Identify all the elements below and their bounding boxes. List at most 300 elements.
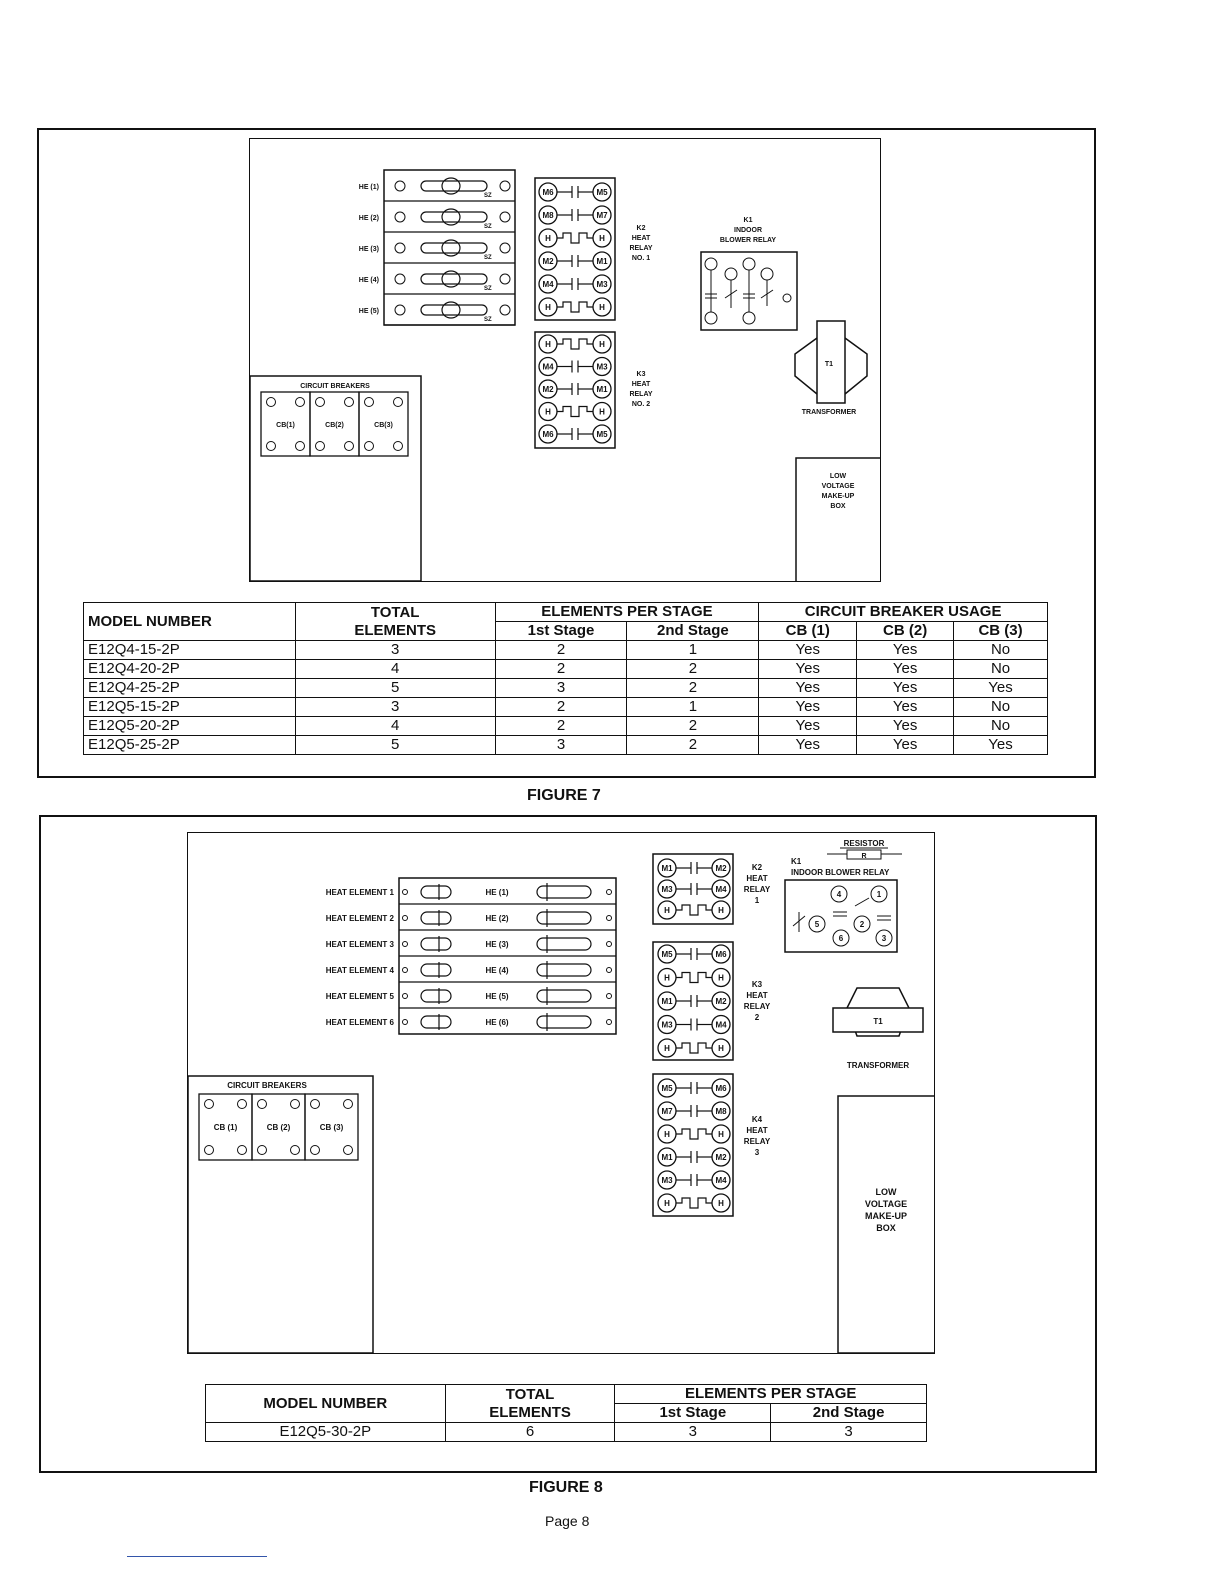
terminal-circle xyxy=(395,212,405,222)
table-cell: Yes xyxy=(954,736,1048,755)
lv-line1: LOW xyxy=(875,1187,897,1197)
table-cell: 1 xyxy=(627,641,759,660)
header-1st-stage: 1st Stage xyxy=(615,1404,771,1423)
table-cell: 4 xyxy=(295,660,495,679)
table-cell: 6 xyxy=(445,1423,615,1442)
element-body xyxy=(537,1016,591,1028)
element-tag: SZ xyxy=(484,255,492,261)
relay-row xyxy=(658,1016,730,1034)
circuit-breaker-panel xyxy=(250,376,421,581)
circuit-breaker xyxy=(261,392,310,456)
header-2nd-stage: 2nd Stage xyxy=(627,622,759,641)
header-circuit-breaker-usage: CIRCUIT BREAKER USAGE xyxy=(759,603,1048,622)
page-number: Page 8 xyxy=(545,1513,590,1529)
breaker-terminal xyxy=(394,442,403,451)
table-cell: 5 xyxy=(295,679,495,698)
lv-line3: MAKE-UP xyxy=(821,493,855,500)
element-body xyxy=(537,886,591,898)
relay-row xyxy=(539,335,611,353)
circuit-breaker xyxy=(199,1094,252,1160)
terminal-label: M3 xyxy=(661,884,673,894)
terminal-dot xyxy=(607,994,612,999)
table-cell: 2 xyxy=(495,641,627,660)
k4-id: K4 xyxy=(751,1115,763,1124)
circuit-breaker xyxy=(310,392,359,456)
element-body xyxy=(421,243,487,253)
header-2nd-stage: 2nd Stage xyxy=(771,1404,927,1423)
breaker-label: CB (3) xyxy=(319,1123,344,1132)
element-body xyxy=(537,938,591,950)
breaker-label: CB(3) xyxy=(374,422,393,429)
k1-id: K1 xyxy=(743,217,753,224)
heat-element-label: HEAT ELEMENT 1 xyxy=(325,888,394,897)
terminal-label: M3 xyxy=(661,1175,673,1185)
breaker-terminal xyxy=(291,1146,300,1155)
heat-element-label: HEAT ELEMENT 5 xyxy=(325,992,394,1001)
relay-k2 xyxy=(653,854,771,924)
resistor-r xyxy=(827,839,902,860)
breaker-terminal xyxy=(238,1146,247,1155)
terminal-label: M3 xyxy=(661,1020,673,1030)
element-limit-switch xyxy=(421,938,451,950)
model-number-cell: E12Q5-25-2P xyxy=(84,736,296,755)
transformer-label: TRANSFORMER xyxy=(846,1061,910,1070)
terminal-label: M4 xyxy=(542,279,554,289)
breaker-terminal xyxy=(316,442,325,451)
element-limit-switch xyxy=(421,964,451,976)
heater-coil-symbol xyxy=(676,973,712,983)
heat-element-row xyxy=(359,271,515,294)
heater-coil-symbol xyxy=(676,1129,712,1139)
header-model-number: MODEL NUMBER xyxy=(206,1385,446,1423)
lv-line4: BOX xyxy=(876,1223,896,1233)
terminal-circle xyxy=(395,305,405,315)
breaker-terminal xyxy=(258,1146,267,1155)
breaker-terminal xyxy=(344,1146,353,1155)
heat-element-row xyxy=(326,883,616,904)
element-body xyxy=(537,964,591,976)
k1-term-c: 5 xyxy=(814,920,820,929)
heat-element-label: HE (2) xyxy=(358,215,379,222)
k1-id: K1 xyxy=(791,857,802,866)
table-row xyxy=(206,1423,927,1442)
terminal-label: H xyxy=(545,302,551,312)
relay-k1 xyxy=(701,217,797,330)
k1-label: INDOOR BLOWER RELAY xyxy=(791,868,890,877)
table-cell: Yes xyxy=(759,736,857,755)
breaker-terminal xyxy=(316,398,325,407)
heater-coil-symbol xyxy=(557,302,593,312)
heat-element-label: HEAT ELEMENT 2 xyxy=(325,914,394,923)
relay-row xyxy=(658,992,730,1010)
table-cell: Yes xyxy=(759,717,857,736)
terminal-label: H xyxy=(545,233,551,243)
breaker-label: CB(2) xyxy=(325,422,344,429)
relay-row xyxy=(539,298,611,316)
resistor-symbol: R xyxy=(861,853,867,860)
header-1st-stage: 1st Stage xyxy=(495,622,627,641)
terminal-label: M1 xyxy=(661,996,673,1006)
terminal-label: M5 xyxy=(596,187,608,197)
terminal-label: M2 xyxy=(542,384,554,394)
k3-num: 2 xyxy=(754,1013,760,1022)
terminal-label: M6 xyxy=(542,187,554,197)
k3-name: HEAT xyxy=(746,991,768,1000)
terminal-label: M1 xyxy=(596,256,608,266)
heat-element-row xyxy=(326,961,616,982)
relay-row xyxy=(539,183,611,201)
terminal-circle xyxy=(395,274,405,284)
terminal-label: M4 xyxy=(715,1020,727,1030)
terminal-label: M6 xyxy=(715,949,727,959)
k1-term-a: 4 xyxy=(836,890,842,899)
header-total-elements: TOTAL ELEMENTS xyxy=(295,603,495,641)
table-cell: 2 xyxy=(627,736,759,755)
heat-element-block xyxy=(326,878,616,1034)
terminal-label: H xyxy=(545,339,551,349)
k3-id: K3 xyxy=(751,980,763,989)
heat-element-label: HEAT ELEMENT 3 xyxy=(325,940,394,949)
breaker-terminal xyxy=(311,1100,320,1109)
terminal-label: H xyxy=(718,1043,724,1053)
terminal-dot xyxy=(403,916,408,921)
terminal-label: M1 xyxy=(596,384,608,394)
terminal-label: M7 xyxy=(596,210,608,220)
terminal-dot xyxy=(607,890,612,895)
terminal-label: H xyxy=(599,302,605,312)
header-total-elements: TOTAL ELEMENTS xyxy=(445,1385,615,1423)
header-model-number: MODEL NUMBER xyxy=(84,603,296,641)
table-cell: No xyxy=(954,717,1048,736)
heat-element-row xyxy=(359,209,515,232)
terminal-label: M2 xyxy=(715,863,727,873)
figure-7-caption: FIGURE 7 xyxy=(527,787,601,804)
transformer-t1 xyxy=(833,988,923,1070)
relay-row xyxy=(539,425,611,443)
relay-row xyxy=(539,403,611,421)
lv-line4: BOX xyxy=(830,503,846,510)
terminal-circle xyxy=(500,212,510,222)
figure-7-table xyxy=(83,602,1048,755)
k2-name2: RELAY xyxy=(743,885,771,894)
element-tag: SZ xyxy=(484,317,492,323)
relay-row xyxy=(658,901,730,919)
k4-name: HEAT xyxy=(746,1126,768,1135)
transformer-t1 xyxy=(795,321,867,416)
element-body xyxy=(421,305,487,315)
he-label: HE (2) xyxy=(485,914,509,923)
transformer-label: TRANSFORMER xyxy=(801,409,857,416)
terminal-label: M5 xyxy=(661,1083,673,1093)
circuit-breaker xyxy=(252,1094,305,1160)
relay-row xyxy=(658,859,730,877)
relay-row xyxy=(658,1148,730,1166)
table-cell: Yes xyxy=(954,679,1048,698)
circuit-breaker xyxy=(359,392,408,456)
heat-element-label: HEAT ELEMENT 6 xyxy=(325,1018,394,1027)
terminal-label: H xyxy=(718,973,724,983)
table-row xyxy=(84,679,1048,698)
terminal-circle xyxy=(395,181,405,191)
t1-id: T1 xyxy=(873,1017,883,1026)
element-body xyxy=(421,274,487,284)
heat-element-label: HE (5) xyxy=(358,308,379,315)
terminal-circle xyxy=(500,181,510,191)
lv-line3: MAKE-UP xyxy=(865,1211,907,1221)
terminal-dot xyxy=(403,1020,408,1025)
table-cell: Yes xyxy=(857,698,954,717)
heat-element-row xyxy=(326,909,616,930)
element-tag: SZ xyxy=(484,224,492,230)
element-limit-switch xyxy=(421,1016,451,1028)
relay-row xyxy=(658,1171,730,1189)
table-cell: Yes xyxy=(857,717,954,736)
breaker-terminal xyxy=(205,1146,214,1155)
k1-term-d: 2 xyxy=(859,920,865,929)
relay-k4 xyxy=(653,1074,771,1216)
relay-row xyxy=(539,206,611,224)
cb-title: CIRCUIT BREAKERS xyxy=(300,383,370,390)
element-body xyxy=(537,990,591,1002)
he-label: HE (3) xyxy=(485,940,509,949)
low-voltage-box xyxy=(838,1096,935,1353)
model-number-cell: E12Q5-15-2P xyxy=(84,698,296,717)
terminal-dot xyxy=(403,942,408,947)
lv-line2: VOLTAGE xyxy=(864,1199,908,1209)
breaker-terminal xyxy=(345,398,354,407)
terminal-label: H xyxy=(599,407,605,417)
circuit-breaker xyxy=(305,1094,358,1160)
k3-name2: RELAY xyxy=(629,391,653,398)
terminal-dot xyxy=(607,942,612,947)
heat-element-label: HEAT ELEMENT 4 xyxy=(325,966,394,975)
header-elements-per-stage: ELEMENTS PER STAGE xyxy=(495,603,759,622)
table-cell: Yes xyxy=(857,679,954,698)
resistor-title: RESISTOR xyxy=(843,839,885,848)
model-number-cell: E12Q4-20-2P xyxy=(84,660,296,679)
terminal-label: H xyxy=(664,1129,670,1139)
heat-element-row xyxy=(326,935,616,956)
terminal-dot xyxy=(403,994,408,999)
k3-num: NO. 2 xyxy=(631,401,651,408)
relay-k1 xyxy=(785,857,897,952)
terminal-label: M6 xyxy=(715,1083,727,1093)
terminal-label: H xyxy=(718,905,724,915)
heater-coil-symbol xyxy=(676,905,712,915)
figure-8-table xyxy=(205,1384,927,1442)
terminal-label: M4 xyxy=(542,362,554,372)
element-limit-switch xyxy=(442,178,460,194)
heat-element-row xyxy=(326,1013,612,1031)
terminal-label: M6 xyxy=(542,429,554,439)
k1-term-b: 1 xyxy=(876,890,882,899)
heat-element-row xyxy=(326,987,616,1008)
cb-title: CIRCUIT BREAKERS xyxy=(227,1081,307,1090)
table-cell: Yes xyxy=(759,679,857,698)
he-label: HE (4) xyxy=(485,966,509,975)
relay-row xyxy=(539,275,611,293)
terminal-label: M1 xyxy=(661,863,673,873)
k4-num: 3 xyxy=(754,1148,760,1157)
breaker-terminal xyxy=(394,398,403,407)
element-limit-switch xyxy=(421,886,451,898)
terminal-dot xyxy=(403,968,408,973)
he-label: HE (5) xyxy=(485,992,509,1001)
header-cb2: CB (2) xyxy=(857,622,954,641)
terminal-label: M8 xyxy=(542,210,554,220)
lv-line2: VOLTAGE xyxy=(821,483,855,490)
element-limit-switch xyxy=(421,912,451,924)
breaker-terminal xyxy=(345,442,354,451)
k3-name2: RELAY xyxy=(743,1002,771,1011)
terminal-label: H xyxy=(664,1198,670,1208)
heat-element-row xyxy=(359,240,515,263)
header-elements-per-stage: ELEMENTS PER STAGE xyxy=(615,1385,927,1404)
breaker-label: CB (1) xyxy=(213,1123,238,1132)
table-row xyxy=(84,717,1048,736)
breaker-label: CB (2) xyxy=(266,1123,291,1132)
breaker-terminal xyxy=(291,1100,300,1109)
breaker-terminal xyxy=(258,1100,267,1109)
relay-row xyxy=(658,880,730,898)
k2-id: K2 xyxy=(751,863,763,872)
terminal-circle xyxy=(500,305,510,315)
terminal-label: M3 xyxy=(596,279,608,289)
terminal-label: H xyxy=(664,1043,670,1053)
table-cell: 3 xyxy=(495,679,627,698)
lv-line1: LOW xyxy=(829,473,847,480)
relay-row xyxy=(658,1079,730,1097)
heater-coil-symbol xyxy=(557,339,593,349)
heat-element-label: HE (3) xyxy=(358,246,379,253)
relay-row xyxy=(658,945,730,963)
k3-name: HEAT xyxy=(631,381,651,388)
terminal-label: M5 xyxy=(596,429,608,439)
terminal-label: M8 xyxy=(715,1106,727,1116)
relay-row xyxy=(658,1039,730,1057)
table-cell: Yes xyxy=(857,660,954,679)
relay-row xyxy=(539,229,611,247)
breaker-terminal xyxy=(267,442,276,451)
element-tag: SZ xyxy=(484,286,492,292)
terminal-circle xyxy=(500,243,510,253)
k1-term-f: 3 xyxy=(881,934,887,943)
terminal-dot xyxy=(607,1020,612,1025)
terminal-label: H xyxy=(545,407,551,417)
model-number-cell: E12Q5-30-2P xyxy=(206,1423,446,1442)
terminal-label: M4 xyxy=(715,884,727,894)
breaker-terminal xyxy=(267,398,276,407)
table-cell: Yes xyxy=(857,641,954,660)
relay-k2 xyxy=(535,178,653,320)
table-cell: No xyxy=(954,660,1048,679)
terminal-circle xyxy=(500,274,510,284)
table-cell: 1 xyxy=(627,698,759,717)
table-row xyxy=(84,736,1048,755)
heat-element-label: HE (4) xyxy=(358,277,379,284)
breaker-terminal xyxy=(238,1100,247,1109)
relay-k3 xyxy=(535,332,653,448)
heater-coil-symbol xyxy=(557,407,593,417)
relay-row xyxy=(658,1194,730,1212)
model-number-cell: E12Q5-20-2P xyxy=(84,717,296,736)
low-voltage-box xyxy=(796,458,881,582)
relay-row xyxy=(539,252,611,270)
table-cell: 5 xyxy=(295,736,495,755)
terminal-label: H xyxy=(599,339,605,349)
k4-name2: RELAY xyxy=(743,1137,771,1146)
heater-coil-symbol xyxy=(557,233,593,243)
footer-rule xyxy=(127,1556,267,1557)
k1-term-e: 6 xyxy=(838,934,844,943)
k3-id: K3 xyxy=(636,371,646,378)
table-cell: 2 xyxy=(495,717,627,736)
heat-element-label: HE (1) xyxy=(358,184,379,191)
table-cell: Yes xyxy=(759,660,857,679)
terminal-dot xyxy=(607,968,612,973)
breaker-terminal xyxy=(365,398,374,407)
k1-line1: INDOOR xyxy=(734,227,762,234)
heat-element-row xyxy=(359,178,515,201)
table-cell: Yes xyxy=(759,698,857,717)
table-cell: 3 xyxy=(771,1423,927,1442)
relay-row xyxy=(539,380,611,398)
breaker-terminal xyxy=(296,398,305,407)
header-cb3: CB (3) xyxy=(954,622,1048,641)
k2-name: HEAT xyxy=(631,235,651,242)
header-cb1: CB (1) xyxy=(759,622,857,641)
table-cell: 3 xyxy=(295,641,495,660)
he-label: HE (1) xyxy=(485,888,509,897)
breaker-label: CB(1) xyxy=(276,422,295,429)
table-cell: Yes xyxy=(759,641,857,660)
table-cell: Yes xyxy=(857,736,954,755)
element-body xyxy=(537,912,591,924)
terminal-dot xyxy=(403,890,408,895)
terminal-label: M7 xyxy=(661,1106,673,1116)
he-label: HE (6) xyxy=(485,1018,509,1027)
table-cell: 2 xyxy=(495,660,627,679)
figure-8-caption: FIGURE 8 xyxy=(529,1479,603,1496)
relay-row xyxy=(658,969,730,987)
breaker-terminal xyxy=(296,442,305,451)
relay-row xyxy=(658,1125,730,1143)
breaker-terminal xyxy=(365,442,374,451)
table-cell: No xyxy=(954,698,1048,717)
terminal-label: H xyxy=(664,973,670,983)
table-cell: 2 xyxy=(627,660,759,679)
table-cell: 2 xyxy=(627,679,759,698)
k2-id: K2 xyxy=(636,225,646,232)
terminal-label: H xyxy=(599,233,605,243)
table-cell: 4 xyxy=(295,717,495,736)
terminal-label: M2 xyxy=(715,1152,727,1162)
breaker-terminal xyxy=(311,1146,320,1155)
element-limit-switch xyxy=(442,209,460,225)
table-cell: 2 xyxy=(495,698,627,717)
element-limit-switch xyxy=(442,240,460,256)
terminal-label: M4 xyxy=(715,1175,727,1185)
heat-element-row xyxy=(359,302,515,325)
table-cell: No xyxy=(954,641,1048,660)
model-number-cell: E12Q4-15-2P xyxy=(84,641,296,660)
terminal-label: H xyxy=(664,905,670,915)
heat-element-block xyxy=(359,170,515,325)
circuit-breaker-panel xyxy=(188,1076,373,1353)
terminal-label: H xyxy=(718,1129,724,1139)
figure-7-diagram xyxy=(249,138,881,582)
table-cell: 3 xyxy=(615,1423,771,1442)
